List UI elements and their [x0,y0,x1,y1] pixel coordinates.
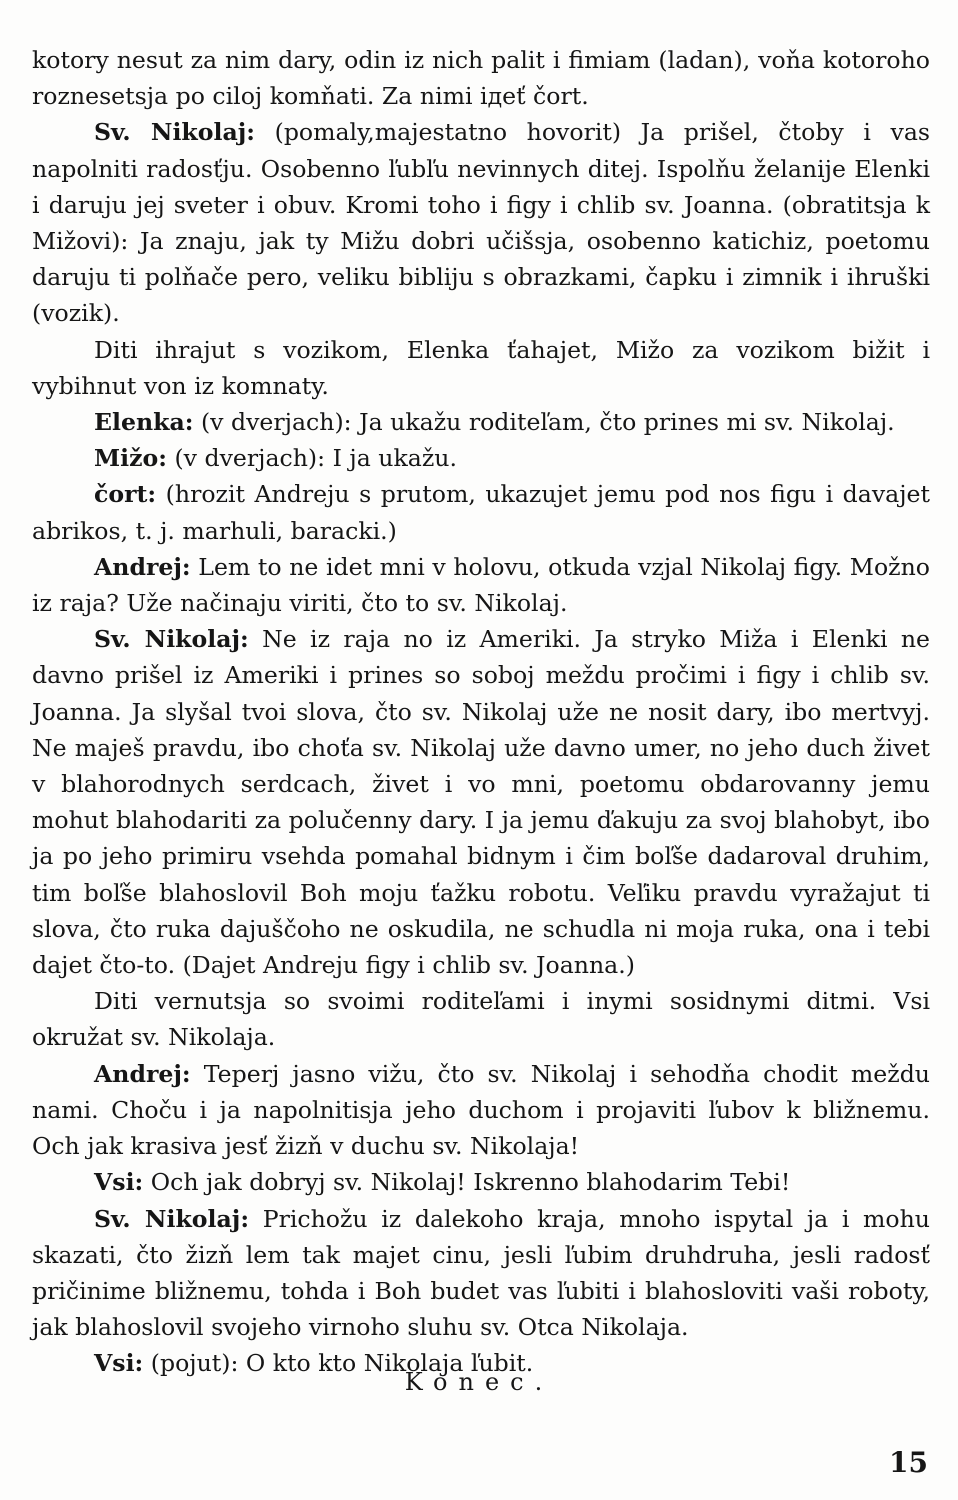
ending-word: Konec. [404,1368,554,1396]
speaker-label: čort: [94,480,157,509]
paragraph-text: (hrozit Andreju s prutom, ukazujet jemu pod nos figu i davajet abrikos, t. j. marhuli, baracki.) [32,480,931,545]
speaker-label: Vsi: [94,1168,144,1197]
paragraph-text: Prichožu iz dalekoho kraja, mnoho ispytal ja i mohu skazati, čto žizň lem tak majet cinu, jesli ľubim druhdruha, jesli radosť pričinime bližnemu, tohda i Boh budet vas ľubiti i blahosloviti vaši roboty, jak blahoslovil svojeho virnoho sluhu sv. Otca Nikolaja. [32,1204,931,1342]
paragraph-text: Teperj jasno vižu, čto sv. Nikolaj i sehodňa chodit meždu nami. Choču i ja napolnitisja jeho duchom i projaviti ľubov k bližnemu. Och jak krasiva jesť žizň v duchu sv. Nikolaja! [32,1059,930,1161]
paragraph-text: kotory nesut za nim dary, odin iz nich palit i fimiam (ladan), voňa kotoroho roznesetsja po ciloj komňati. Za nimi ідеť čort. [32,46,930,111]
paragraph-8 [32,621,930,983]
paragraph-text: (v dverjach): Ja ukažu roditeľam, čto prines mi sv. Nikolaj. [200,408,895,437]
paragraph-12 [32,1201,930,1346]
paragraph-5 [32,440,930,476]
paragraph-text: Lem to ne idet mni v holovu, otkuda vzjal Nikolaj figy. Možno iz raja? Uže načinaju viriti, čto to sv. Nikolaj. [32,552,930,618]
paragraph-4 [32,404,930,440]
paragraph-2 [32,114,930,331]
paragraph-1 [32,42,930,114]
play-text [32,42,930,1382]
speaker-label: Sv. Nikolaj: [94,118,256,147]
paragraph-11 [32,1164,930,1200]
paragraph-text: Diti ihrajut s vozikom, Elenka ťahajet, Mižo za vozikom bižit i vybihnut von iz komnaty. [32,335,930,400]
page-number: 15 [889,1446,928,1479]
speaker-label: Andrej: [94,552,191,581]
paragraph-text: Och jak dobryj sv. Nikolaj! Iskrenno blahodarim Tebi! [150,1168,791,1197]
speaker-label: Sv. Nikolaj: [94,625,249,654]
speaker-label: Elenka: [94,408,194,437]
paragraph-text: (v dverjach): I ja ukažu. [174,444,457,473]
paragraph-9 [32,983,930,1055]
paragraph-10 [32,1056,930,1165]
paragraph-text: (pojut): O kto kto Nikolaja ľubit. [150,1349,534,1378]
paragraph-6 [32,476,930,548]
speaker-label: Mižo: [94,444,167,473]
paragraph-text: Diti vernutsja so svoimi roditeľami i inymi sosidnymi ditmi. Vsi okružat sv. Nikolaja. [32,987,930,1052]
speaker-label: Vsi: [94,1349,144,1378]
speaker-label: Andrej: [94,1059,191,1088]
paragraph-3 [32,332,930,404]
paragraph-7 [32,549,930,621]
paragraph-text: (pomaly,majestatno hovorit) Ja prišel, čtoby i vas napolniti radosťju. Osobenno ľubľu nevinnych ditej. Ispolňu želanije Elenki i daruju jej sveter i obuv. Kromi toho i figy i chlib sv. Joanna. (obratitsja k Mižovi): Ja znaju, jak ty Mižu dobri učišsja, osobenno katichiz, poetomu daruju ti polňače pero, veliku bibliju s obrazkami, čapku i zimnik i ihruški (vozik). [32,118,930,328]
paragraph-text: Ne iz raja no iz Ameriki. Ja stryko Miža i Elenki ne davno prišel iz Ameriki i prines so soboj meždu pročimi i figy i chlib sv. Joanna. Ja slyšal tvoi slova, čto sv. Nikolaj uže ne nosit dary, ibo mertvyj. Ne maješ pravdu, ibo choťa sv. Nikolaj uže davno umer, no jeho duch živet v blahorodnych serdcach, živet i vo mni, poetomu obdarovanny jemu mohut blahodariti za polučenny dary. I ja jemu ďakuju za svoj blahobyt, ibo ja po jeho primiru vsehda pomahal bidnym i čim boľše dadaroval druhim, tim boľše blahoslovil Boh moju ťažku robotu. Veľiku pravdu vyražajut ti slova, čto ruka dajuščoho ne oskudila, ne schudla ni moja ruka, ona i tebi dajet čto-to. (Dajet Andreju figy i chlib sv. Joanna.) [32,625,930,980]
speaker-label: Sv. Nikolaj: [94,1204,250,1233]
